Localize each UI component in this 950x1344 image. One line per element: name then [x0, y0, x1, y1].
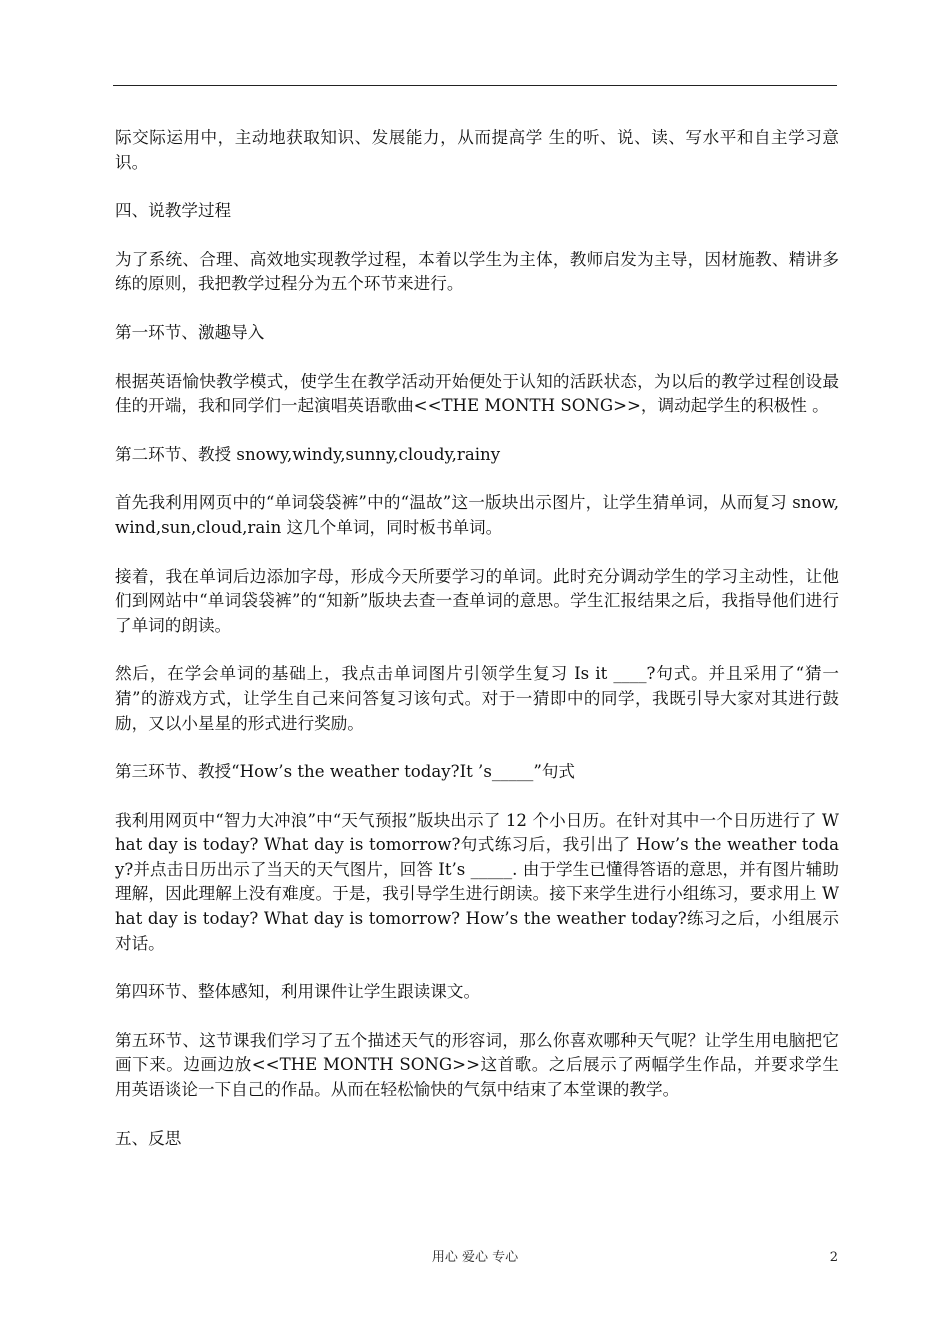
section-heading-reflection: 五、反思 — [115, 1128, 182, 1148]
header-rule — [113, 85, 837, 86]
section-heading-teaching-process: 四、说教学过程 — [115, 201, 232, 221]
paragraph-step-1: 根据英语愉快教学模式，使学生在教学活动开始便处于认知的活跃状态，为以后的教学过程创设最佳的开端，我和同学们一起演唱英语歌曲<<THE MONTH SONG>>，调动起学生的积极性 。 — [115, 371, 839, 416]
paragraph-step-4: 第四环节、整体感知，利用课件让学生跟读课文。 — [115, 982, 481, 1002]
document-body — [115, 126, 839, 1175]
step-heading-1: 第一环节、激趣导入 — [115, 322, 265, 342]
paragraph-step-2b: 接着，我在单词后边添加字母，形成今天所要学习的单词。此时充分调动学生的学习主动性，让他们到网站中“单词袋袋裤”的“知新”版块去查一查单词的意思。学生汇报结果之后，我指导他们进行了单词的朗读。 — [115, 566, 839, 635]
paragraph-process-overview: 为了系统、合理、高效地实现教学过程，本着以学生为主体，教师启发为主导，因材施教、精讲多练的原则，我把教学过程分为五个环节来进行。 — [115, 249, 839, 294]
step-heading-2: 第二环节、教授 snowy,windy,sunny,cloudy,rainy — [115, 444, 501, 464]
footer-motto: 用心 爱心 专心 — [431, 1250, 519, 1265]
paragraph-step-2c: 然后，在学会单词的基础上，我点击单词图片引领学生复习 Is it ____?句式。并且采用了“猜一猜”的游戏方式，让学生自己来问答复习该句式。对于一猜即中的同学，我既引导大家对其进行鼓励，又以小星星的形式进行奖励。 — [115, 664, 839, 733]
paragraph-step-3: 我利用网页中“智力大冲浪”中“天气预报”版块出示了 12 个小日历。在针对其中一个日历进行了 What day is today? What day is tomorrow?句式练习后，我引出了 How’s the weather today?并点击日历出示了当天的天气图片，回答 It’s _____. 由于学生已懂得答语的意思，并有图片辅助理解，因此理解上没有难度。于是，我引导学生进行朗读。接下来学生进行小组练习，要求用上 What day is today? What day is tomorrow? How’s the weather today?练习之后，小组展示对话。 — [115, 810, 839, 953]
page-number: 2 — [829, 1250, 838, 1265]
paragraph-step-5: 第五环节、这节课我们学习了五个描述天气的形容词，那么你喜欢哪种天气呢？让学生用电脑把它画下来。边画边放<<THE MONTH SONG>>这首歌。之后展示了两幅学生作品，并要求学生用英语谈论一下自己的作品。从而在轻松愉快的气氛中结束了本堂课的教学。 — [115, 1030, 839, 1100]
paragraph-intro-continuation: 际交际运用中，主动地获取知识、发展能力，从而提高学 生的听、说、读、写水平和自主学习意识。 — [115, 128, 839, 172]
paragraph-step-2a: 首先我利用网页中的“单词袋袋裤”中的“温故”这一版块出示图片，让学生猜单词，从而复习 snow,wind,sun,cloud,rain 这几个单词，同时板书单词。 — [115, 493, 839, 537]
step-heading-3: 第三环节、教授“How’s the weather today?It ’s_____”句式 — [115, 762, 576, 782]
